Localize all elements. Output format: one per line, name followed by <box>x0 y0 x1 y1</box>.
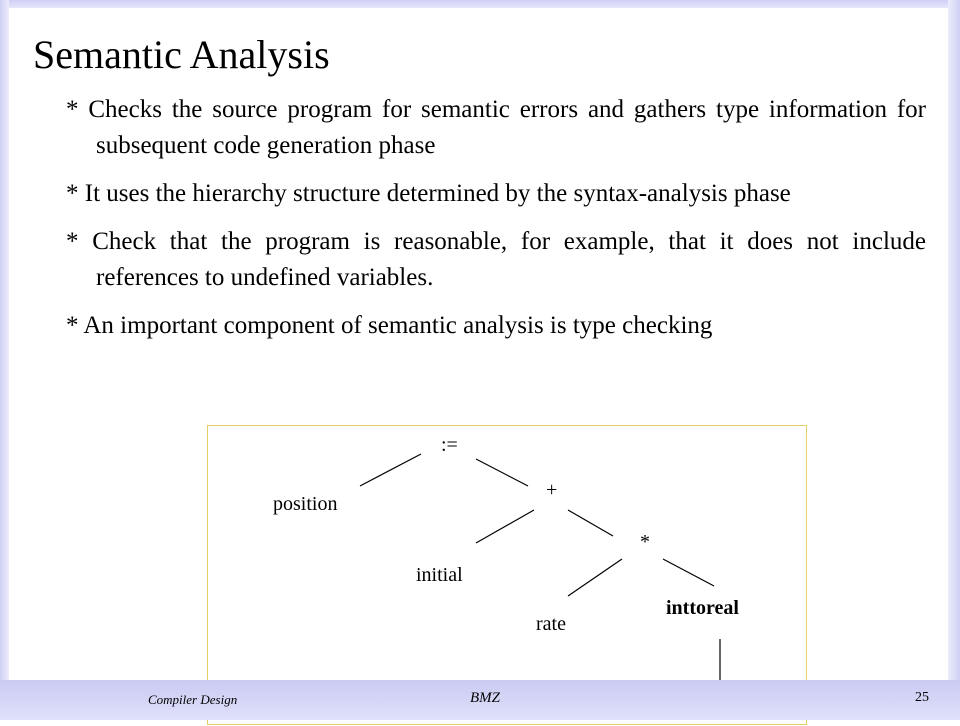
footer-author: BMZ <box>470 690 500 706</box>
slide-frame-left <box>0 0 9 690</box>
footer-page-number: 25 <box>915 690 929 705</box>
tree-node-assign: := <box>441 434 458 456</box>
slide-frame-right <box>948 0 960 690</box>
slide-title: Semantic Analysis <box>33 32 330 77</box>
bullet-item: * An important component of semantic analysis is type checking <box>66 312 713 339</box>
bullet-item: * It uses the hierarchy structure determined by the syntax-analysis phase <box>66 180 791 207</box>
tree-node-position: position <box>273 493 338 515</box>
tree-node-inttoreal: inttoreal <box>666 597 739 619</box>
slide-frame-top <box>0 0 960 8</box>
tree-node-initial: initial <box>416 564 463 586</box>
bullet-item: * Check that the program is reasonable, for example, that it does not include references to undefined variables. <box>66 228 926 291</box>
tree-node-plus: + <box>546 479 558 501</box>
edge-assign-plus <box>476 459 528 486</box>
bullet-item: * Checks the source program for semantic errors and gathers type information for subsequent code generation phase <box>66 96 926 159</box>
tree-node-rate: rate <box>536 613 566 635</box>
edge-times-inttoreal <box>663 559 714 586</box>
footer-course: Compiler Design <box>148 692 238 707</box>
tree-node-times: * <box>640 531 650 553</box>
bullet-list <box>66 92 926 356</box>
edge-plus-times <box>568 510 613 536</box>
edge-times-rate <box>568 559 622 596</box>
slide-footer <box>0 680 960 720</box>
edge-plus-initial <box>476 510 534 543</box>
edge-assign-position <box>360 454 421 486</box>
